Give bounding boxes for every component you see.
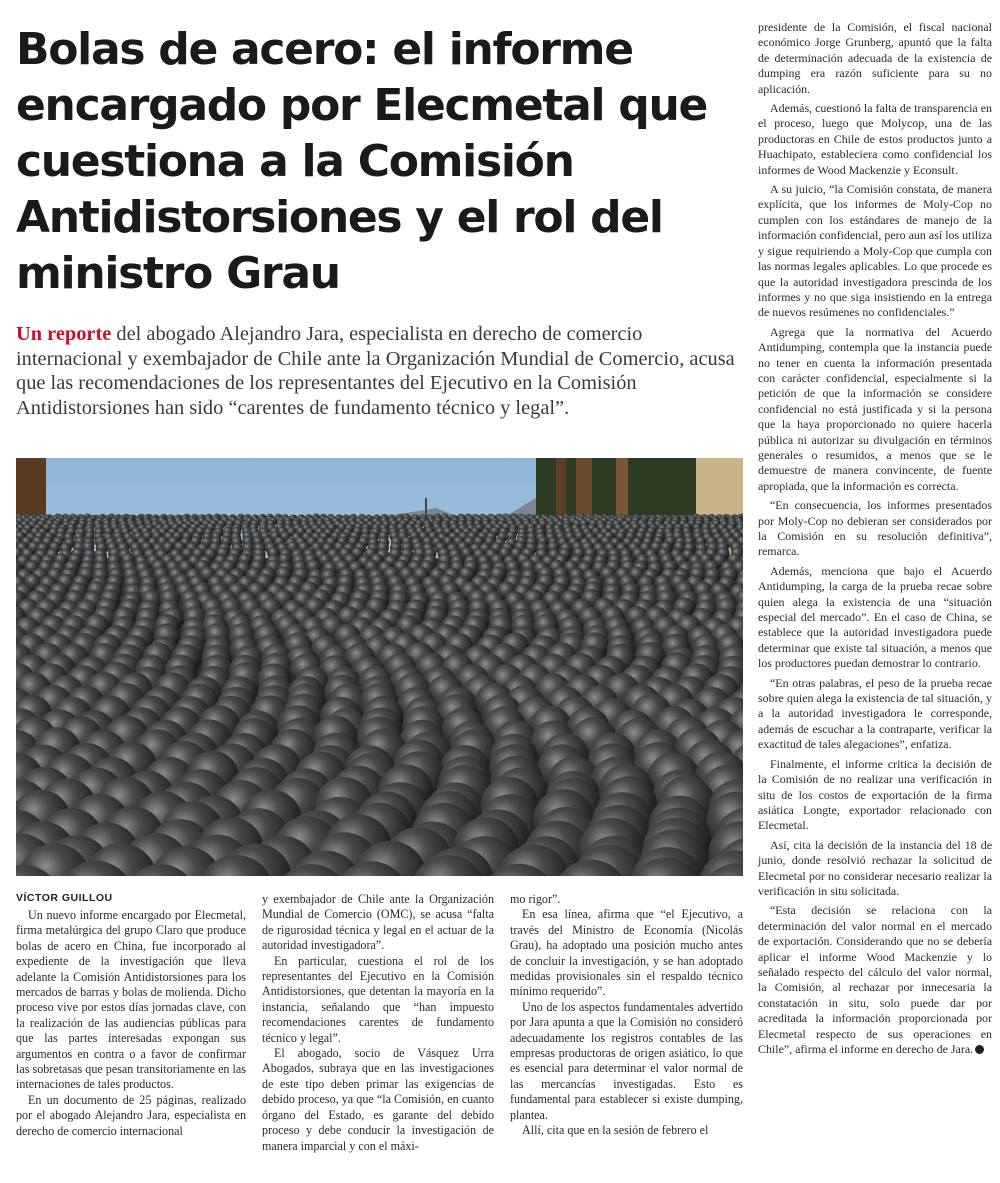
end-mark-icon xyxy=(975,1045,984,1054)
byline: VÍCTOR GUILLOU xyxy=(16,892,113,904)
paragraph: En particular, cuestiona el rol de los representantes del Ejecutivo en la Comisión Antidistorsiones, que detentan la mayoría en la instancia, señalando que “han impuesto recomendaciones carentes de fundamento técnico y legal”. xyxy=(262,953,494,1045)
paragraph: El abogado, socio de Vásquez Urra Abogados, subraya que en las investigaciones de este tipo deben primar las exigencias de debido proceso, ya que “la Comisión, en cuanto órgano del Estado, es garante del debido proceso y debe conducir la investigación de manera imparcial y con el máxi- xyxy=(262,1046,494,1153)
paragraph-text: “Esta decisión se relaciona con la determinación del valor normal en el mercado de exportación. Considerando que no se debería aplicar el informe Wood Mackenzie y lo señalado respecto del cálculo del valor normal, la Comisión, al rechazar por innecesaria la constatación in situ, solo puede dar por acreditada la información proporcionada por Elecmetal respecto de sus operaciones en Chile”, afirma el informe en derecho de Jara. xyxy=(758,903,992,1056)
column-2 xyxy=(262,892,494,1154)
paragraph: En esa línea, afirma que “el Ejecutivo, a través del Ministro de Economía (Nicolás Grau), ha adoptado una posición mucho antes de concluir la investigación, y se han adoptado medidas provisionales sin el respaldo técnico mínimo requerido”. xyxy=(510,907,743,999)
lead-paragraph xyxy=(16,322,744,420)
paragraph: Un nuevo informe encargado por Elecmetal, firma metalúrgica del grupo Claro que produce bolas de acero en China, fue incorporado al expediente de la investigación que lleva adelante la Comisión Antidistorsiones para los mercados de barras y bolas de molienda. Dicho proceso vive por estos días jornadas clave, con la realización de las audiencias públicas para que las partes interesadas expongan sus argumentos en contra o a favor de confirmar las sobretasas que pesan transitoriamente en las internaciones de tales productos. xyxy=(16,908,246,1092)
column-1 xyxy=(16,908,246,1139)
paragraph: Así, cita la decisión de la instancia del 18 de junio, donde resolvió rechazar la solicitud de Elecmetal por no considerar necesario realizar la verificación in situ solicitada. xyxy=(758,837,992,898)
column-3 xyxy=(510,892,743,1139)
paragraph: Uno de los aspectos fundamentales advertido por Jara apunta a que la Comisión no consideró adecuadamente los registros contables de las empresas productoras de origen asiático, lo que es esencial para determinar el valor normal de las mercancías investigadas. Esto es fundamental para establecer si existe dumping, plantea. xyxy=(510,999,743,1122)
paragraph: Agrega que la normativa del Acuerdo Antidumping, contempla que la instancia puede no tener en cuenta la información presentada con carácter confidencial, especialmente si la petición de que la información se considere confidencial no está justificada y si la persona que la haya proporcionado no quiere hacerla pública ni autorizar su divulgación en términos generales o resumidos, a menos que se le demuestre de manera convincente, de fuente apropiada, que la información es correcta. xyxy=(758,324,992,493)
paragraph: “En otras palabras, el peso de la prueba recae sobre quien alega la existencia de tal situación, y a la autoridad investigadora le corresponde, además de escuchar a la contraparte, verificar la exactitud de tales alegaciones”, enfatiza. xyxy=(758,675,992,752)
paragraph: Allí, cita que en la sesión de febrero el xyxy=(522,1123,709,1138)
paragraph: Finalmente, el informe critica la decisión de la Comisión de no realizar una verificación in situ de los costos de exportación de la firma asiática Longte, exportador relacionado con Elecmetal. xyxy=(758,756,992,833)
column-4 xyxy=(758,20,992,1057)
paragraph xyxy=(758,903,992,1057)
steel-balls-photo xyxy=(16,458,743,876)
paragraph: y exembajador de Chile ante la Organización Mundial de Comercio (OMC), se acusa “falta de rigurosidad técnica y legal en el actuar de la autoridad investigadora”. xyxy=(262,892,494,953)
paragraph: mo rigor”. xyxy=(510,892,561,906)
paragraph: En un documento de 25 páginas, realizado por el abogado Alejandro Jara, especialista en derecho de comercio internacional xyxy=(16,1092,246,1138)
paragraph: A su juicio, “la Comisión constata, de manera explícita, que los informes de Moly-Cop no cumplen con los estándares de manejo de la información confidencial, pero aun así los utiliza y sigue requiriendo a Moly-Cop que cumpla con las normas legales aplicables. Lo que procede es que la autoridad investigadora prescinda de los informes y no que siga insistiendo en la entrega de nuevos resúmenes no confidenciales.” xyxy=(758,182,992,320)
paragraph: presidente de la Comisión, el fiscal nacional económico Jorge Grunberg, apuntó que la falta de determinación adecuada de la existencia de dumping era razón suficiente para su no aplicación. xyxy=(758,20,992,96)
lead-kicker: Un reporte xyxy=(16,323,112,345)
paragraph: “En consecuencia, los informes presentados por Moly-Cop no debieran ser considerados por la Comisión en su resolución definitiva”, remarca. xyxy=(758,498,992,559)
lead-text: del abogado Alejandro Jara, especialista en derecho de comercio internacional y exembajador de Chile ante la Organización Mundial de Comercio, acusa que las recomendaciones de los representantes del Ejecutivo en la Comisión Antidistorsiones han sido “carentes de fundamento técnico y legal”. xyxy=(16,323,735,419)
headline: Bolas de acero: el informe encargado por Elecmetal que cuestiona a la Comisión Antidistorsiones y el rol del ministro Grau xyxy=(16,24,708,299)
paragraph: Además, cuestionó la falta de transparencia en el proceso, luego que Molycop, una de las productoras en Chile de estos productos junto a Huachipato, estableciera como confidencial los informes de Wood Mackenzie y Econsult. xyxy=(758,101,992,177)
paragraph: Además, menciona que bajo el Acuerdo Antidumping, la carga de la prueba recae sobre quien alega la existencia de una “situación especial del mercado”. En el caso de China, se establece que la autoridad investigadora puede determinar que existe tal situación, a menos que los productores puedan demostrar lo contrario. xyxy=(758,563,992,671)
